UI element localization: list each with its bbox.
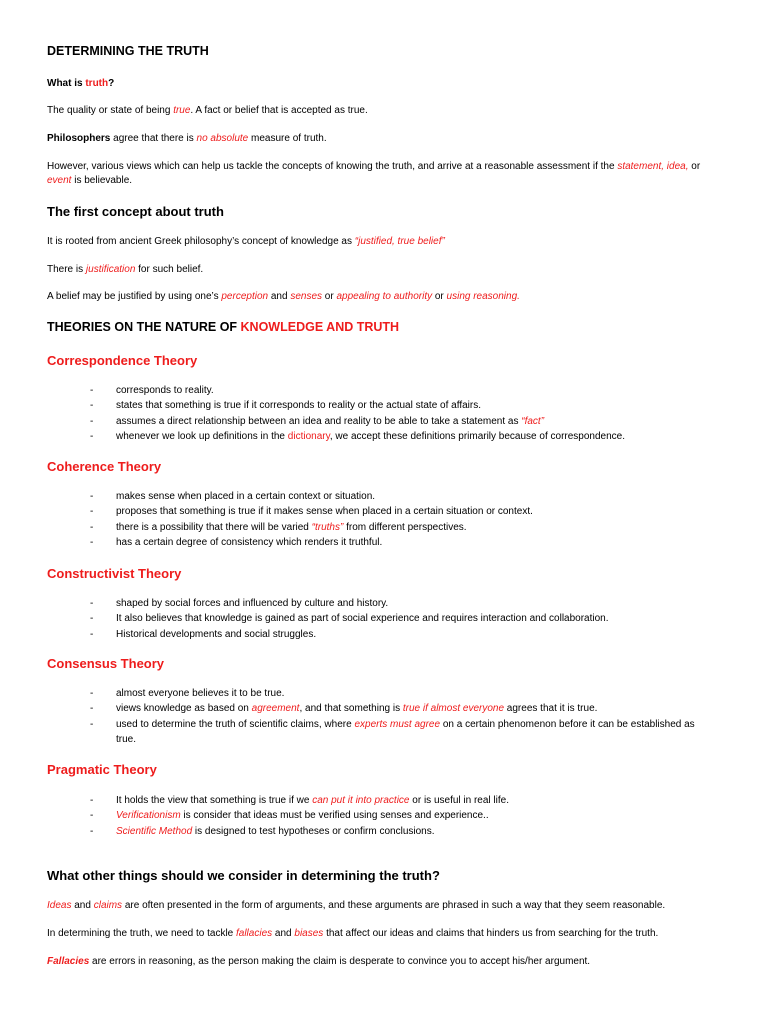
item-text: makes sense when placed in a certain context or situation.	[116, 491, 376, 502]
text-run: measure of truth.	[248, 133, 327, 144]
emphasis-run: statement,	[617, 161, 665, 172]
dash-bullet: -	[90, 810, 94, 822]
item-text: corresponds to reality.	[116, 385, 214, 396]
coherence-list	[90, 489, 708, 551]
text-run: . A fact or belief that is accepted as true.	[190, 105, 368, 116]
item-text: agrees that it is true.	[504, 703, 598, 715]
text-run: is believable.	[71, 175, 133, 186]
emphasis-run: Verificationism	[116, 810, 181, 822]
coherence-heading: Coherence Theory	[47, 459, 162, 474]
dash-bullet: -	[90, 795, 94, 806]
correspondence-list	[90, 383, 708, 445]
item-text: It also believes that knowledge is gained as part of social experience and requires interaction and collaboration.	[116, 613, 609, 625]
what-is-truth-heading	[47, 77, 728, 91]
dash-bullet: -	[90, 400, 94, 412]
item-text: or is useful in real life.	[409, 795, 509, 806]
list-item	[90, 701, 708, 716]
truth-term: truth	[85, 78, 109, 89]
emphasis-run: “justified, true belief”	[354, 236, 445, 247]
theories-heading	[47, 320, 728, 334]
consensus-heading: Consensus Theory	[47, 656, 165, 671]
dash-bullet: -	[90, 598, 94, 609]
list-item	[90, 504, 708, 519]
list-item	[90, 686, 708, 701]
emphasis-run: justification	[85, 264, 136, 275]
what-is-suffix: ?	[108, 78, 115, 89]
item-text: on a certain phenomenon before it can be established as true.	[116, 718, 695, 746]
dash-bullet: -	[90, 703, 94, 715]
dash-bullet: -	[90, 825, 94, 837]
other-things-p2	[47, 927, 728, 941]
dash-bullet: -	[90, 431, 94, 443]
text-run: or	[322, 291, 337, 302]
text-run: The quality or state of being	[47, 105, 174, 116]
emphasis-run: fallacies	[236, 928, 273, 939]
emphasis-run: claims	[93, 900, 123, 911]
dash-bullet: -	[90, 415, 94, 427]
dash-bullet: -	[90, 385, 94, 396]
first-concept-heading: The first concept about truth	[47, 204, 224, 219]
emphasis-run: can put it into practice	[312, 795, 410, 806]
text-run: and	[71, 900, 94, 911]
first-concept-p3	[47, 290, 728, 304]
constructivist-heading: Constructivist Theory	[47, 566, 182, 581]
emphasis-run: no absolute	[196, 133, 249, 144]
highlight-run: KNOWLEDGE AND TRUTH	[240, 320, 400, 334]
other-things-p3	[47, 955, 728, 969]
list-item	[90, 520, 708, 535]
item-text: whenever we look up definitions in the	[116, 431, 288, 443]
item-text: used to determine the truth of scientific claims, where	[116, 718, 355, 730]
list-item	[90, 429, 708, 444]
consensus-list	[90, 686, 708, 748]
however-paragraph	[47, 160, 712, 188]
text-run: are errors in reasoning, as the person making the claim is desperate to convince you to accept his/her argument.	[89, 956, 591, 967]
text-run: agree that there is	[110, 133, 197, 144]
list-item	[90, 535, 708, 550]
list-item	[90, 383, 708, 398]
list-item	[90, 627, 708, 642]
what-is-prefix: What is	[47, 78, 86, 89]
text-run: There is	[47, 264, 86, 275]
text-run: or	[688, 161, 701, 172]
list-item	[90, 808, 708, 823]
item-text: It holds the view that something is true if we	[116, 795, 313, 806]
text-run: THEORIES ON THE NATURE OF	[47, 320, 241, 334]
highlight-run: dictionary	[287, 431, 330, 443]
list-item	[90, 717, 708, 748]
emphasis-run: agreement	[251, 703, 300, 715]
item-text: is consider that ideas must be verified using senses and experience..	[180, 810, 489, 822]
item-text: there is a possibility that there will be varied	[116, 521, 312, 533]
text-run: However, various views which can help us tackle the concepts of knowing the truth, and arrive at a reasonable assessment if the	[47, 161, 618, 172]
first-concept-p2	[47, 263, 728, 277]
dash-bullet: -	[90, 506, 94, 518]
text-run: that affect our ideas and claims that hinders us from searching for the truth.	[323, 928, 659, 939]
text-run: are often presented in the form of arguments, and these arguments are phrased in such a way that they seem reasonable.	[122, 900, 666, 911]
text-run: and	[272, 928, 295, 939]
item-text: has a certain degree of consistency which renders it truthful.	[116, 537, 383, 549]
emphasis-run: true if almost everyone	[402, 703, 505, 715]
item-text: almost everyone believes it to be true.	[116, 688, 285, 699]
dash-bullet: -	[90, 537, 94, 549]
text-run: or	[432, 291, 447, 302]
item-text: , and that something is	[299, 703, 403, 715]
dash-bullet: -	[90, 521, 94, 533]
item-text: views knowledge as based on	[116, 703, 252, 715]
philosophers-paragraph	[47, 132, 728, 146]
pragmatic-heading: Pragmatic Theory	[47, 762, 157, 777]
bold-emphasis-run: Fallacies	[47, 956, 90, 967]
emphasis-run: biases	[294, 928, 324, 939]
emphasis-run: appealing to authority	[336, 291, 433, 302]
dash-bullet: -	[90, 628, 94, 640]
list-item	[90, 793, 708, 808]
emphasis-run: true	[173, 105, 191, 116]
bold-run: Philosophers	[47, 133, 111, 144]
dash-bullet: -	[90, 613, 94, 625]
emphasis-run: event	[47, 175, 72, 186]
correspondence-heading: Correspondence Theory	[47, 353, 198, 368]
text-run: It is rooted from ancient Greek philosophy’s concept of knowledge as	[47, 236, 355, 247]
item-text: from different perspectives.	[343, 521, 467, 533]
list-item	[90, 824, 708, 839]
constructivist-list	[90, 596, 708, 642]
item-text: assumes a direct relationship between an idea and reality to be able to take a statement as	[116, 415, 522, 427]
dash-bullet: -	[90, 491, 94, 502]
list-item	[90, 596, 708, 611]
item-text: , we accept these definitions primarily because of correspondence.	[329, 431, 626, 443]
quality-paragraph	[47, 104, 728, 118]
emphasis-run: senses	[290, 291, 323, 302]
emphasis-run: experts must agree	[354, 718, 441, 730]
text-run: for such belief.	[135, 264, 204, 275]
item-text: proposes that something is true if it makes sense when placed in a certain situation or context.	[116, 506, 533, 518]
item-text: states that something is true if it corresponds to reality or the actual state of affairs.	[116, 400, 481, 412]
page-title: DETERMINING THE TRUTH	[47, 44, 209, 58]
emphasis-run: “fact”	[521, 415, 545, 427]
emphasis-run: Ideas	[47, 900, 72, 911]
text-run: In determining the truth, we need to tackle	[47, 928, 236, 939]
list-item	[90, 414, 708, 429]
dash-bullet: -	[90, 718, 94, 730]
item-text: shaped by social forces and influenced by culture and history.	[116, 598, 389, 609]
pragmatic-list	[90, 793, 708, 839]
emphasis-run: “truths”	[311, 521, 344, 533]
emphasis-run: using reasoning.	[446, 291, 520, 302]
text-run: and	[268, 291, 291, 302]
emphasis-run: perception	[221, 291, 269, 302]
item-text: is designed to test hypotheses or confirm conclusions.	[192, 825, 435, 837]
other-things-p1	[47, 899, 728, 913]
list-item	[90, 398, 708, 413]
other-things-heading: What other things should we consider in determining the truth?	[47, 868, 440, 883]
first-concept-p1	[47, 235, 728, 249]
dash-bullet: -	[90, 688, 94, 699]
emphasis-run: idea,	[666, 161, 689, 172]
item-text: Historical developments and social struggles.	[116, 628, 317, 640]
list-item	[90, 611, 708, 626]
emphasis-run: Scientific Method	[116, 825, 193, 837]
list-item	[90, 489, 708, 504]
text-run: A belief may be justified by using one’s	[47, 291, 222, 302]
